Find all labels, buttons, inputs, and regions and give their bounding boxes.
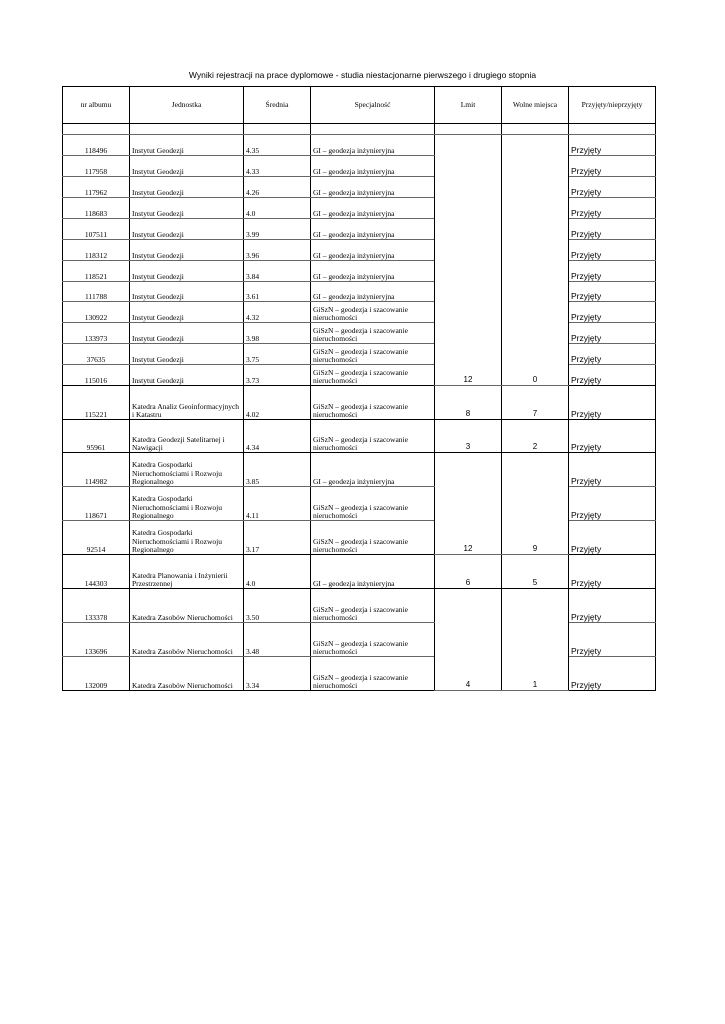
- album-cell: 114982: [63, 453, 130, 487]
- average-cell: 3.99: [244, 219, 311, 240]
- unit-cell: Instytut Geodezji: [130, 177, 244, 198]
- unit-cell: Instytut Geodezji: [130, 302, 244, 323]
- free-places-cell: 0: [502, 135, 569, 386]
- album-cell: 115016: [63, 365, 130, 386]
- specialization-cell: GI – geodezja inżynieryjna: [311, 177, 435, 198]
- average-cell: 4.35: [244, 135, 311, 156]
- specialization-cell: GI – geodezja inżynieryjna: [311, 555, 435, 589]
- specialization-cell: GI – geodezja inżynieryjna: [311, 156, 435, 177]
- unit-cell: Katedra Analiz Geoinformacyjnych i Katastru: [130, 386, 244, 420]
- specialization-cell: GiSzN – geodezja i szacowanie nieruchomości: [311, 386, 435, 420]
- status-cell: Przyjęty: [569, 282, 656, 302]
- unit-cell: Katedra Zasobów Nieruchomości: [130, 657, 244, 691]
- specialization-cell: GI – geodezja inżynieryjna: [311, 453, 435, 487]
- unit-cell: Katedra Zasobów Nieruchomości: [130, 589, 244, 623]
- header-free-places: Wolne miejsca: [502, 87, 569, 124]
- table-row: [63, 589, 656, 623]
- spacer-row: [63, 124, 656, 135]
- header-limit: Lmit: [435, 87, 502, 124]
- average-cell: 4.34: [244, 420, 311, 453]
- limit-cell: 12: [435, 135, 502, 386]
- average-cell: 3.50: [244, 589, 311, 623]
- status-cell: Przyjęty: [569, 365, 656, 386]
- unit-cell: Instytut Geodezji: [130, 240, 244, 261]
- limit-cell: 8: [435, 386, 502, 420]
- table-row: [63, 420, 656, 453]
- status-cell: Przyjęty: [569, 156, 656, 177]
- average-cell: 3.73: [244, 365, 311, 386]
- limit-cell: 6: [435, 555, 502, 589]
- unit-cell: Instytut Geodezji: [130, 261, 244, 282]
- average-cell: 4.0: [244, 555, 311, 589]
- unit-cell: Katedra Geodezji Satelitarnej i Nawigacji: [130, 420, 244, 453]
- page-title: Wyniki rejestracji na prace dyplomowe - studia niestacjonarne pierwszego i drugiego stopnia: [188, 70, 537, 80]
- specialization-cell: GI – geodezja inżynieryjna: [311, 282, 435, 302]
- free-places-cell: 7: [502, 386, 569, 420]
- status-cell: Przyjęty: [569, 177, 656, 198]
- album-cell: 133696: [63, 623, 130, 657]
- table-body: [63, 124, 656, 691]
- specialization-cell: GI – geodezja inżynieryjna: [311, 198, 435, 219]
- specialization-cell: GiSzN – geodezja i szacowanie nieruchomości: [311, 589, 435, 623]
- status-cell: Przyjęty: [569, 261, 656, 282]
- status-cell: Przyjęty: [569, 555, 656, 589]
- header-specialization: Specjalność: [311, 87, 435, 124]
- status-cell: Przyjęty: [569, 302, 656, 323]
- limit-cell: 3: [435, 420, 502, 453]
- average-cell: 3.48: [244, 623, 311, 657]
- limit-cell: 4: [435, 589, 502, 691]
- status-cell: Przyjęty: [569, 487, 656, 521]
- average-cell: 3.61: [244, 282, 311, 302]
- specialization-cell: GiSzN – geodezja i szacowanie nieruchomości: [311, 323, 435, 344]
- specialization-cell: GiSzN – geodezja i szacowanie nieruchomości: [311, 657, 435, 691]
- status-cell: Przyjęty: [569, 420, 656, 453]
- unit-cell: Katedra Gospodarki Nieruchomościami i Rozwoju Regionalnego: [130, 521, 244, 555]
- average-cell: 4.0: [244, 198, 311, 219]
- average-cell: 4.02: [244, 386, 311, 420]
- unit-cell: Instytut Geodezji: [130, 219, 244, 240]
- specialization-cell: GiSzN – geodezja i szacowanie nieruchomości: [311, 420, 435, 453]
- album-cell: 133973: [63, 323, 130, 344]
- album-cell: 130922: [63, 302, 130, 323]
- free-places-cell: 2: [502, 420, 569, 453]
- album-cell: 118496: [63, 135, 130, 156]
- status-cell: Przyjęty: [569, 623, 656, 657]
- header-average: Średnia: [244, 87, 311, 124]
- specialization-cell: GiSzN – geodezja i szacowanie nieruchomości: [311, 487, 435, 521]
- free-places-cell: 1: [502, 589, 569, 691]
- results-table: [62, 86, 656, 691]
- album-cell: 95961: [63, 420, 130, 453]
- table-header: [63, 87, 656, 124]
- album-cell: 118683: [63, 198, 130, 219]
- specialization-cell: GI – geodezja inżynieryjna: [311, 135, 435, 156]
- status-cell: Przyjęty: [569, 240, 656, 261]
- average-cell: 3.98: [244, 323, 311, 344]
- average-cell: 3.75: [244, 344, 311, 365]
- average-cell: 3.85: [244, 453, 311, 487]
- status-cell: Przyjęty: [569, 521, 656, 555]
- header-unit: Jednostka: [130, 87, 244, 124]
- unit-cell: Instytut Geodezji: [130, 135, 244, 156]
- status-cell: Przyjęty: [569, 344, 656, 365]
- unit-cell: Instytut Geodezji: [130, 365, 244, 386]
- specialization-cell: GI – geodezja inżynieryjna: [311, 219, 435, 240]
- specialization-cell: GiSzN – geodezja i szacowanie nieruchomości: [311, 302, 435, 323]
- status-cell: Przyjęty: [569, 453, 656, 487]
- specialization-cell: GI – geodezja inżynieryjna: [311, 261, 435, 282]
- album-cell: 144303: [63, 555, 130, 589]
- average-cell: 3.17: [244, 521, 311, 555]
- unit-cell: Instytut Geodezji: [130, 282, 244, 302]
- specialization-cell: GiSzN – geodezja i szacowanie nieruchomości: [311, 521, 435, 555]
- unit-cell: Katedra Gospodarki Nieruchomościami i Rozwoju Regionalnego: [130, 453, 244, 487]
- table-row: [63, 386, 656, 420]
- status-cell: Przyjęty: [569, 198, 656, 219]
- average-cell: 3.34: [244, 657, 311, 691]
- album-cell: 117962: [63, 177, 130, 198]
- average-cell: 4.11: [244, 487, 311, 521]
- unit-cell: Katedra Zasobów Nieruchomości: [130, 623, 244, 657]
- unit-cell: Katedra Planowania i Inżynierii Przestrzennej: [130, 555, 244, 589]
- unit-cell: Instytut Geodezji: [130, 156, 244, 177]
- table-row: [63, 555, 656, 589]
- album-cell: 118312: [63, 240, 130, 261]
- unit-cell: Katedra Gospodarki Nieruchomościami i Rozwoju Regionalnego: [130, 487, 244, 521]
- header-album: nr albumu: [63, 87, 130, 124]
- table-row: [63, 135, 656, 156]
- album-cell: 132009: [63, 657, 130, 691]
- album-cell: 111788: [63, 282, 130, 302]
- unit-cell: Instytut Geodezji: [130, 323, 244, 344]
- status-cell: Przyjęty: [569, 386, 656, 420]
- album-cell: 118521: [63, 261, 130, 282]
- status-cell: Przyjęty: [569, 323, 656, 344]
- album-cell: 117958: [63, 156, 130, 177]
- average-cell: 4.26: [244, 177, 311, 198]
- status-cell: Przyjęty: [569, 589, 656, 623]
- free-places-cell: 9: [502, 453, 569, 555]
- album-cell: 115221: [63, 386, 130, 420]
- specialization-cell: GiSzN – geodezja i szacowanie nieruchomości: [311, 623, 435, 657]
- status-cell: Przyjęty: [569, 219, 656, 240]
- average-cell: 4.32: [244, 302, 311, 323]
- album-cell: 37635: [63, 344, 130, 365]
- album-cell: 118671: [63, 487, 130, 521]
- average-cell: 3.96: [244, 240, 311, 261]
- average-cell: 4.33: [244, 156, 311, 177]
- status-cell: Przyjęty: [569, 135, 656, 156]
- status-cell: Przyjęty: [569, 657, 656, 691]
- specialization-cell: GiSzN – geodezja i szacowanie nieruchomości: [311, 344, 435, 365]
- free-places-cell: 5: [502, 555, 569, 589]
- unit-cell: Instytut Geodezji: [130, 198, 244, 219]
- album-cell: 107511: [63, 219, 130, 240]
- unit-cell: Instytut Geodezji: [130, 344, 244, 365]
- specialization-cell: GI – geodezja inżynieryjna: [311, 240, 435, 261]
- table-row: [63, 453, 656, 487]
- specialization-cell: GiSzN – geodezja i szacowanie nieruchomości: [311, 365, 435, 386]
- album-cell: 92514: [63, 521, 130, 555]
- average-cell: 3.84: [244, 261, 311, 282]
- album-cell: 133378: [63, 589, 130, 623]
- header-status: Przyjęty/nieprzyjęty: [569, 87, 656, 124]
- limit-cell: 12: [435, 453, 502, 555]
